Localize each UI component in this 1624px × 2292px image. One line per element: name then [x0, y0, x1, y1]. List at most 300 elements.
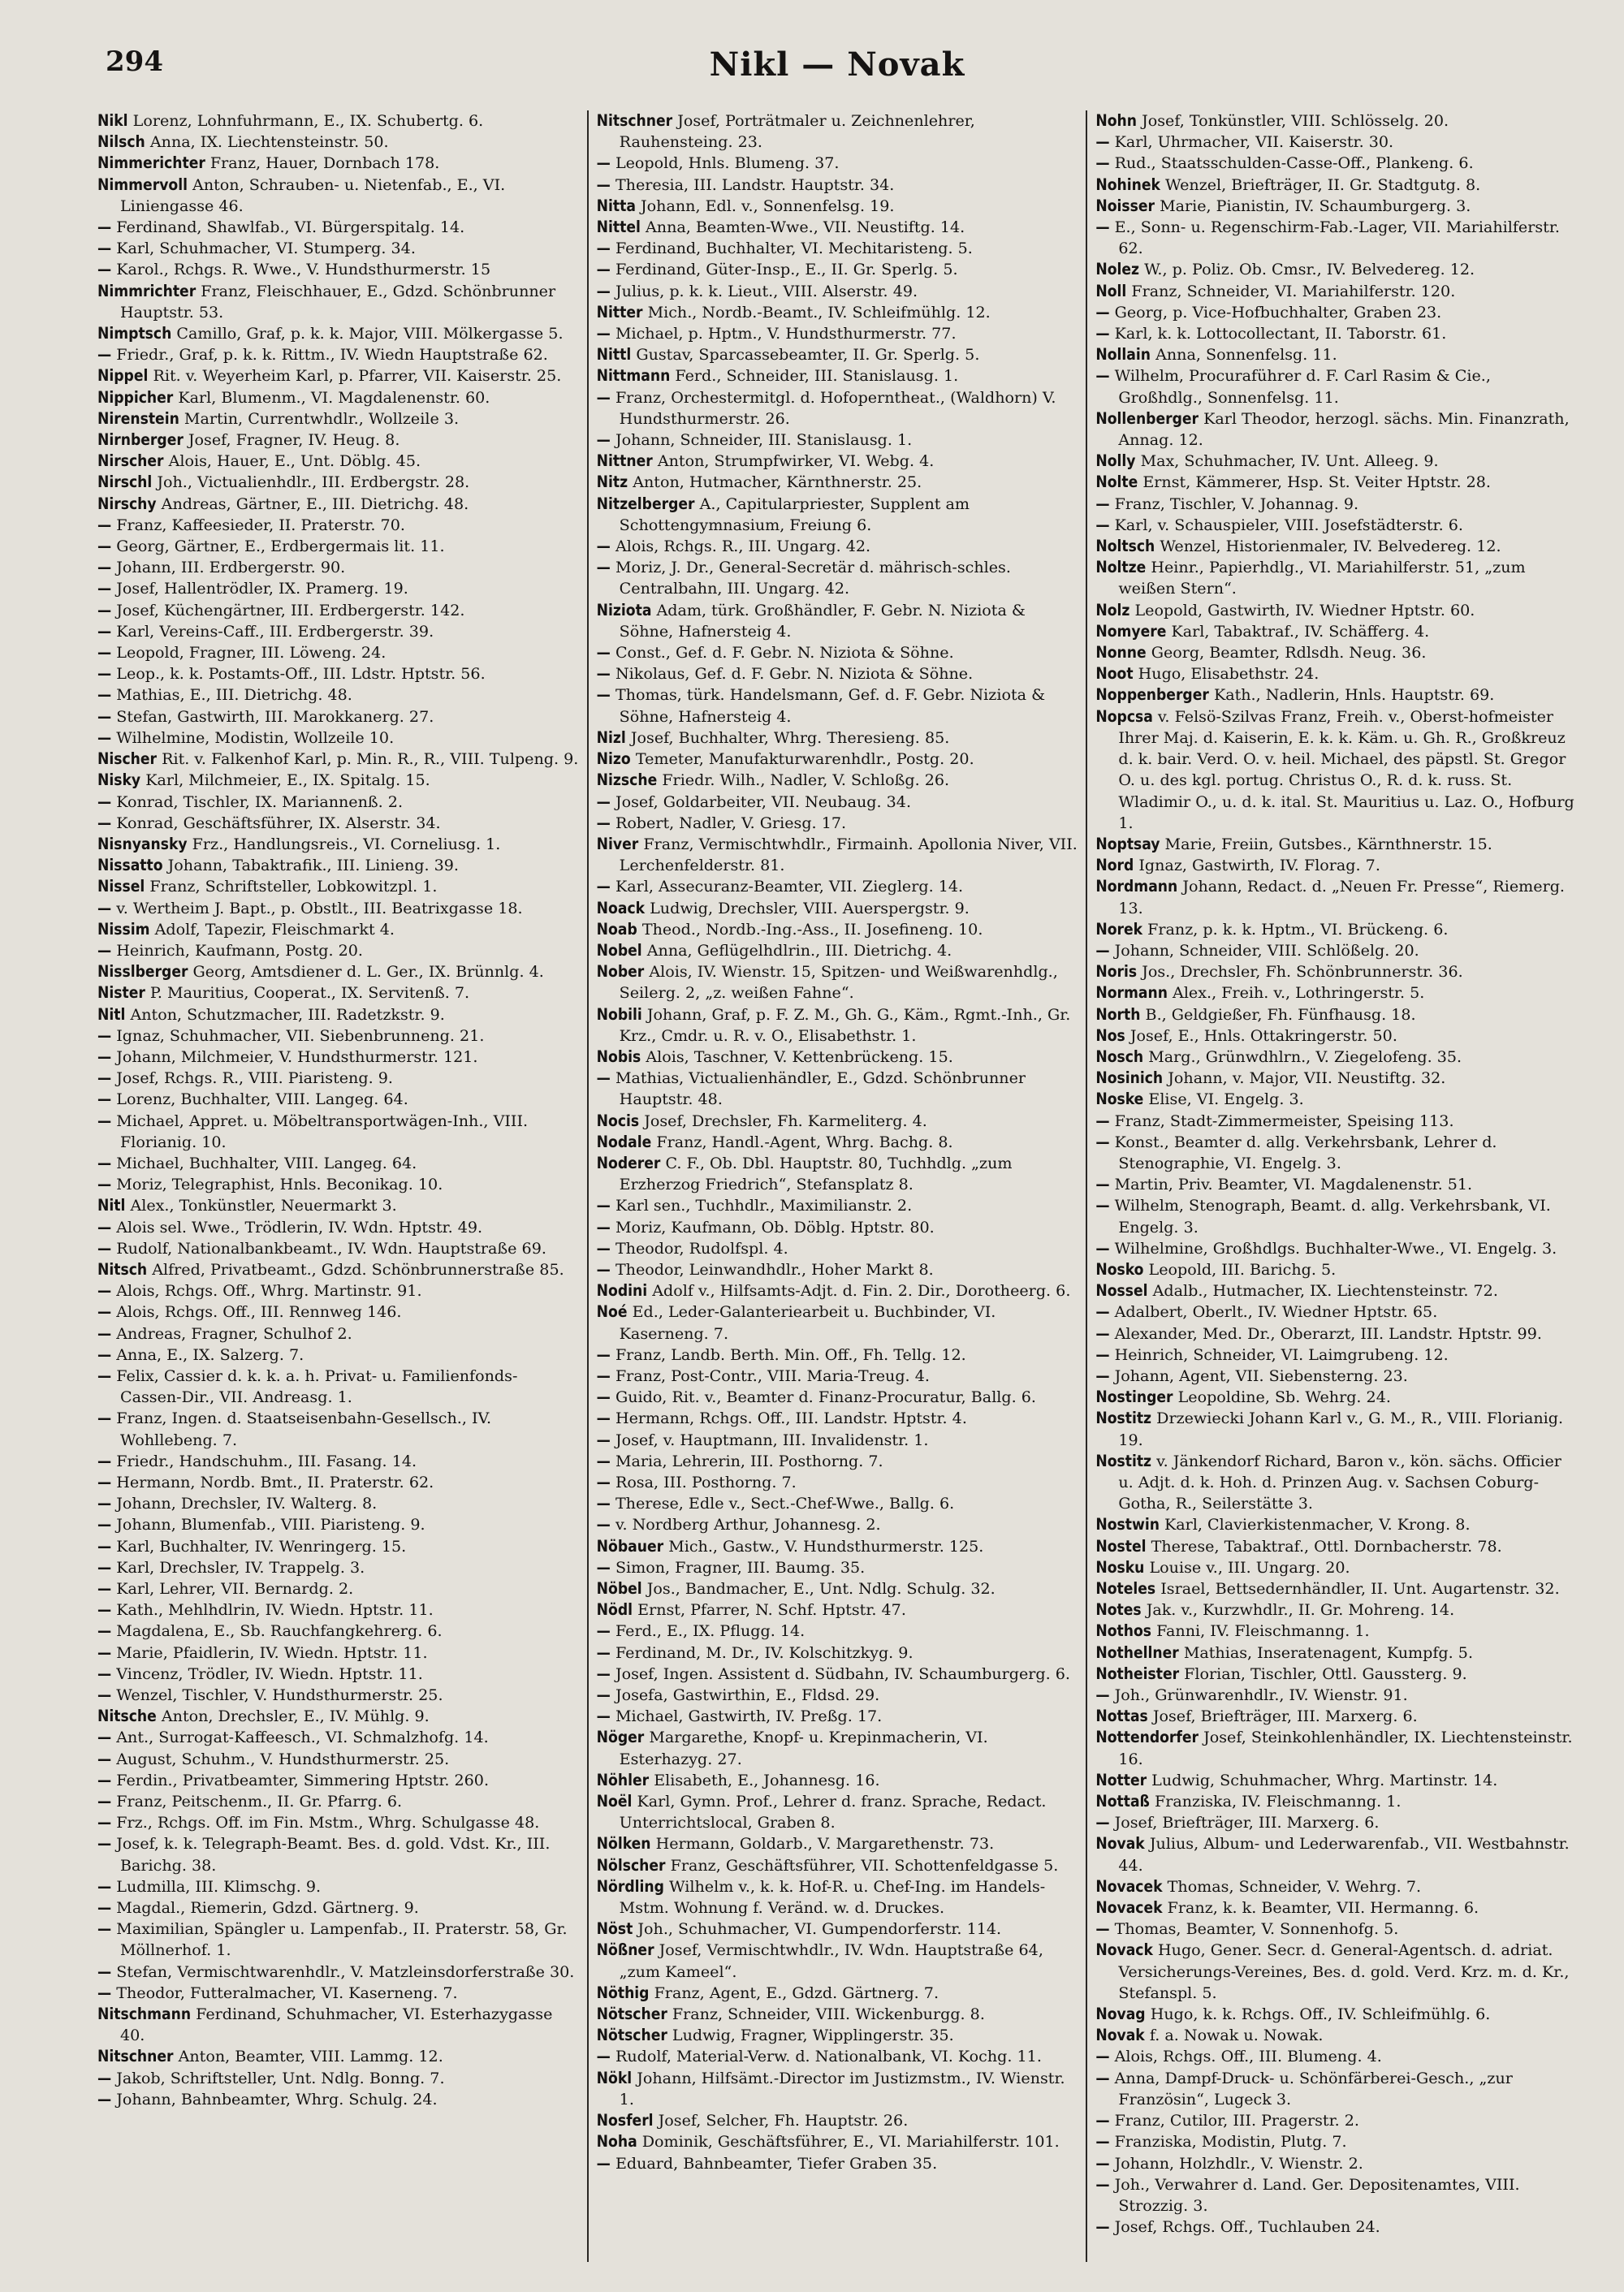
entry-details: Leopoldine, Sb. Wehrg. 24.	[1177, 1388, 1391, 1407]
entry-details: Josef, Rchgs. R., VIII. Piaristeng. 9.	[116, 1068, 393, 1088]
directory-entry	[1095, 1642, 1577, 1664]
directory-entry	[97, 1451, 579, 1472]
directory-entry	[97, 1323, 579, 1345]
directory-entry	[97, 1919, 579, 1961]
entry-surname: Nosko	[1095, 1259, 1144, 1279]
entry-details: Ferd., E., IX. Pflugg. 14.	[615, 1621, 806, 1641]
entry-surname: —	[1095, 1686, 1110, 1705]
entry-details: Leopold, Gastwirth, IV. Wiedner Hptstr. 60.	[1134, 600, 1475, 619]
entry-surname: Nodale	[596, 1132, 652, 1151]
directory-entry	[97, 1345, 579, 1366]
directory-entry	[97, 706, 579, 727]
entry-details: Stefan, Gastwirth, III. Marokkanerg. 27.	[116, 706, 434, 726]
entry-details: Karl, Tabaktraf., IV. Schäfferg. 4.	[1171, 621, 1430, 641]
entry-surname: Noptsay	[1095, 834, 1160, 853]
entry-details: Johann, Holzhdlr., V. Wienstr. 2.	[1114, 2153, 1363, 2173]
directory-entry	[97, 238, 579, 259]
entry-details: Wenzel, Tischler, V. Hundsthurmerstr. 25.	[116, 1686, 443, 1705]
entry-details: Magdalena, E., Sb. Rauchfangkehrerg. 6.	[116, 1621, 443, 1641]
directory-entry	[1095, 1791, 1577, 1812]
entry-details: Fanni, IV. Fleischmanng. 1.	[1156, 1621, 1370, 1641]
directory-entry	[97, 451, 579, 472]
entry-details: Johann, Tabaktrafik., III. Linieng. 39.	[167, 856, 459, 875]
entry-details: Hugo, k. k. Rchgs. Off., IV. Schleifmühlg. 6.	[1150, 2005, 1491, 2024]
directory-entry	[97, 344, 579, 365]
directory-entry	[597, 1642, 1078, 1664]
entry-details: W., p. Poliz. Ob. Cmsr., IV. Belvedereg. 12.	[1144, 260, 1475, 279]
entry-details: Jak. v., Kurzwhdlr., II. Gr. Mohreng. 14.	[1146, 1600, 1455, 1620]
directory-entry	[1095, 2174, 1577, 2216]
directory-entry	[597, 770, 1078, 791]
directory-entry	[597, 1791, 1078, 1833]
entry-surname: —	[97, 1025, 112, 1045]
entry-details: Stefan, Vermischtwarenhdlr., V. Matzleinsdorferstraße 30.	[116, 1962, 575, 1981]
directory-entry	[1095, 472, 1577, 493]
directory-entry	[597, 1111, 1078, 1132]
directory-entry	[1095, 1195, 1577, 1237]
entry-details: Konst., Beamter d. allg. Verkehrsbank, Lehrer d. Stenographie, VI. Engelg. 3.	[1114, 1132, 1497, 1172]
directory-entry	[1095, 1919, 1577, 1940]
entry-surname: —	[97, 621, 112, 641]
entry-surname: —	[1095, 1196, 1110, 1215]
directory-entry	[597, 919, 1078, 940]
entry-details: Karl sen., Tuchhdlr., Maximilianstr. 2.	[615, 1196, 913, 1215]
directory-entry	[97, 429, 579, 451]
entry-details: v. Felsö-Szilvas Franz, Freih. v., Oberst-hofmeister Ihrer Maj. d. Kaiserin, E. k. k. Käm. u. Gh. R., Großkreuz d. k. bair. Verd. O. v. heil. Michael, des päpstl. St. Gregor O. u. des kgl. portug. Christus O., R. d. k. russ. St. Wladimir O., u. d. k. ital. St. Mauritius u. Laz. O., Hofburg 1.	[1118, 706, 1574, 832]
entry-surname: —	[97, 1515, 112, 1534]
directory-entry	[597, 600, 1078, 642]
entry-surname: Nimmrichter	[97, 281, 197, 300]
entry-surname: —	[97, 1473, 112, 1491]
directory-entry	[1095, 961, 1577, 982]
directory-entry	[597, 1983, 1078, 2004]
entry-details: Ernst, Pfarrer, N. Schf. Hptstr. 47.	[637, 1600, 906, 1620]
directory-entry	[97, 813, 579, 834]
directory-entry	[97, 1621, 579, 1642]
entry-details: Johann, Agent, VII. Siebensterng. 23.	[1114, 1366, 1408, 1385]
directory-entry	[97, 1047, 579, 1068]
entry-details: Mathias, Victualienhändler, E., Gdzd. Schönbrunner Hauptstr. 48.	[615, 1068, 1026, 1109]
directory-entry	[597, 2046, 1078, 2067]
entry-surname: Nohinek	[1095, 175, 1160, 194]
entry-surname: Noris	[1095, 962, 1138, 982]
directory-entry	[597, 1217, 1078, 1238]
entry-details: Ludmilla, III. Klimschg. 9.	[116, 1876, 322, 1896]
entry-surname: Notes	[1095, 1600, 1142, 1620]
directory-entry	[1095, 876, 1577, 918]
entry-surname: Normann	[1095, 983, 1168, 1003]
directory-entry	[97, 281, 579, 323]
entry-details: Adalbert, Oberlt., IV. Wiedner Hptstr. 65.	[1114, 1302, 1438, 1322]
entry-surname: Nord	[1095, 856, 1134, 875]
entry-surname: —	[596, 1196, 611, 1215]
directory-entry	[1095, 323, 1577, 344]
entry-details: B., Geldgießer, Fh. Fünfhausg. 18.	[1145, 1004, 1416, 1024]
entry-details: Rud., Staatsschulden-Casse-Off., Plankeng. 6.	[1114, 153, 1474, 173]
column-right	[1086, 110, 1585, 2262]
entry-details: Julius, p. k. k. Lieut., VIII. Alserstr. 49.	[615, 281, 918, 300]
directory-entry	[97, 834, 579, 855]
directory-entry	[597, 1664, 1078, 1685]
directory-entry	[1095, 1280, 1577, 1301]
entry-details: Theod., Nordb.-Ing.-Ass., II. Josefineng. 10.	[641, 919, 983, 939]
entry-surname: —	[97, 1686, 112, 1705]
entry-surname: —	[596, 685, 611, 705]
entry-details: Karl, Uhrmacher, VII. Kaiserstr. 30.	[1114, 132, 1394, 152]
entry-surname: —	[97, 1536, 112, 1556]
entry-surname: Noab	[596, 919, 637, 939]
entry-details: Anton, Beamter, VIII. Lammg. 12.	[178, 2047, 443, 2066]
directory-entry	[597, 2131, 1078, 2152]
directory-entry	[97, 940, 579, 961]
directory-entry	[97, 472, 579, 493]
directory-entry	[1095, 706, 1577, 834]
entry-details: Rudolf, Nationalbankbeamt., IV. Wdn. Hauptstraße 69.	[116, 1238, 546, 1258]
entry-surname: North	[1095, 1004, 1141, 1024]
entry-details: Therese, Edle v., Sect.-Chef-Wwe., Ballg. 6.	[615, 1494, 955, 1513]
directory-entry	[597, 1940, 1078, 1982]
entry-details: Johann, v. Major, VII. Neustiftg. 32.	[1168, 1068, 1446, 1088]
columns	[89, 110, 1585, 2262]
entry-surname: Novak	[1095, 2026, 1145, 2045]
entry-details: Moriz, Kaufmann, Ob. Döblg. Hptstr. 80.	[615, 1217, 935, 1237]
directory-entry	[97, 770, 579, 791]
entry-details: Vincenz, Trödler, IV. Wiedn. Hptstr. 11.	[116, 1664, 423, 1683]
entry-details: Josef, Fragner, IV. Heug. 8.	[188, 430, 400, 450]
directory-entry	[1095, 982, 1577, 1004]
running-head	[89, 45, 1585, 94]
directory-entry	[597, 1536, 1078, 1557]
entry-details: Ferdinand, Buchhalter, VI. Mechitaristeng. 5.	[615, 239, 973, 258]
entry-details: Ludwig, Drechsler, VIII. Auerspergstr. 9.	[650, 898, 970, 917]
directory-entry	[597, 1833, 1078, 1854]
directory-entry	[1095, 1132, 1577, 1174]
entry-surname: —	[596, 1621, 611, 1641]
directory-entry	[97, 1983, 579, 2004]
entry-surname: —	[97, 1728, 112, 1747]
directory-entry	[97, 132, 579, 153]
entry-details: Franz, Post-Contr., VIII. Maria-Treug. 4.	[615, 1366, 930, 1385]
entry-surname: —	[97, 1749, 112, 1768]
directory-entry	[1095, 1812, 1577, 1833]
entry-surname: —	[97, 1770, 112, 1789]
entry-details: Franz, Schriftsteller, Lobkowitzpl. 1.	[149, 877, 438, 896]
entry-surname: Nocis	[596, 1111, 640, 1130]
directory-entry	[597, 961, 1078, 1004]
directory-entry	[97, 1833, 579, 1875]
directory-entry	[597, 792, 1078, 813]
directory-entry	[97, 1408, 579, 1450]
directory-entry	[97, 600, 579, 621]
entry-surname: Nötscher	[596, 2026, 667, 2045]
entry-details: Rudolf, Material-Verw. d. Nationalbank, VI. Kochg. 11.	[615, 2047, 1042, 2066]
entry-details: Franz, Agent, E., Gdzd. Gärtnerg. 7.	[654, 1983, 939, 2002]
directory-entry	[97, 1812, 579, 1833]
entry-surname: Niver	[596, 834, 639, 853]
entry-details: Anna, Beamten-Wwe., VII. Neustiftg. 14.	[645, 218, 965, 237]
entry-surname: Nollenberger	[1095, 408, 1199, 428]
entry-surname: Nonne	[1095, 643, 1147, 663]
entry-surname: —	[1095, 1175, 1110, 1194]
entry-details: Franz, Schneider, VI. Mariahilferstr. 120.	[1131, 281, 1456, 300]
directory-entry	[597, 281, 1078, 302]
entry-surname: —	[596, 664, 611, 684]
entry-details: Leop., k. k. Postamts-Off., III. Ldstr. Hptstr. 56.	[116, 664, 486, 684]
directory-entry	[1095, 855, 1577, 876]
entry-details: Georg, Amtsdiener d. L. Ger., IX. Brünnlg. 4.	[192, 962, 544, 982]
directory-entry	[597, 1153, 1078, 1195]
entry-surname: —	[1095, 2047, 1110, 2066]
entry-surname: Nomyere	[1095, 621, 1167, 641]
entry-details: Drzewiecki Johann Karl v., G. M., R., VIII. Florianig. 19.	[1118, 1409, 1564, 1449]
directory-entry	[1095, 1578, 1577, 1599]
entry-surname: Nothos	[1095, 1621, 1151, 1641]
entry-surname: —	[1095, 515, 1110, 534]
directory-entry	[1095, 2068, 1577, 2110]
entry-surname: —	[97, 1834, 112, 1854]
entry-details: Georg, p. Vice-Hofbuchhalter, Graben 23.	[1114, 302, 1442, 322]
entry-surname: Nolly	[1095, 451, 1136, 471]
directory-entry	[1095, 344, 1577, 365]
entry-details: Anna, IX. Liechtensteinstr. 50.	[149, 132, 389, 152]
directory-entry	[97, 876, 579, 897]
directory-entry	[597, 1472, 1078, 1493]
entry-details: Alois sel. Wwe., Trödlerin, IV. Wdn. Hptstr. 49.	[116, 1217, 483, 1237]
entry-surname: Noske	[1095, 1090, 1144, 1109]
entry-surname: —	[97, 1047, 112, 1066]
entry-surname: Nottas	[1095, 1707, 1148, 1726]
entry-details: Ferdinand, Shawlfab., VI. Bürgerspitalg. 14.	[116, 218, 465, 237]
directory-entry	[597, 1876, 1078, 1919]
entry-details: Karl, Vereins-Caff., III. Erdbergerstr. 39.	[116, 621, 434, 641]
entry-surname: Nördling	[596, 1876, 664, 1896]
directory-entry	[597, 898, 1078, 919]
directory-entry	[1095, 1621, 1577, 1642]
entry-details: Karl, Buchhalter, IV. Wenringerg. 15.	[116, 1536, 407, 1556]
entry-surname: —	[97, 1238, 112, 1258]
entry-surname: —	[1095, 218, 1110, 237]
entry-surname: —	[596, 387, 611, 407]
entry-surname: Noltze	[1095, 558, 1147, 577]
directory-entry	[1095, 451, 1577, 472]
directory-entry	[597, 2110, 1078, 2131]
entry-surname: Novack	[1095, 1940, 1153, 1960]
directory-entry	[597, 536, 1078, 557]
entry-details: Karl Theodor, herzogl. sächs. Min. Finanzrath, Annag. 12.	[1118, 408, 1570, 450]
entry-surname: Nisnyansky	[97, 834, 188, 853]
entry-details: Friedr. Wilh., Nadler, V. Schloßg. 26.	[662, 770, 950, 790]
entry-surname: Nimptsch	[97, 324, 172, 343]
entry-surname: —	[97, 1111, 112, 1130]
entry-surname: —	[97, 1962, 112, 1981]
directory-entry	[1095, 684, 1577, 706]
entry-details: Adolf, Tapezir, Fleischmarkt 4.	[154, 919, 395, 939]
entry-surname: —	[596, 1259, 611, 1279]
entry-details: Elisabeth, E., Johannesg. 16.	[654, 1770, 880, 1789]
entry-surname: —	[596, 1068, 611, 1088]
entry-surname: —	[97, 537, 112, 556]
directory-entry	[97, 898, 579, 919]
entry-details: Alois, IV. Wienstr. 15, Spitzen- und Weißwarenhdlg., Seilerg. 2, „z. weißen Fahne“.	[619, 962, 1058, 1003]
directory-entry	[597, 940, 1078, 961]
directory-entry	[97, 365, 579, 386]
directory-entry	[597, 1408, 1078, 1429]
entry-details: Theodor, Rudolfspl. 4.	[615, 1238, 788, 1258]
entry-details: Alois, Taschner, V. Kettenbrückeng. 15.	[646, 1047, 953, 1066]
directory-entry	[97, 1195, 579, 1216]
directory-entry	[1095, 919, 1577, 940]
entry-details: Simon, Fragner, III. Baumg. 35.	[615, 1557, 866, 1577]
entry-details: Josef, Drechsler, Fh. Karmeliterg. 4.	[644, 1111, 927, 1130]
directory-entry	[97, 1642, 579, 1664]
entry-surname: —	[1095, 366, 1110, 386]
entry-surname: Nostwin	[1095, 1515, 1160, 1534]
entry-details: Josef, v. Hauptmann, III. Invalidenstr. 1.	[615, 1430, 929, 1449]
entry-surname: Nöst	[596, 1919, 633, 1939]
directory-entry	[97, 323, 579, 344]
entry-details: v. Jänkendorf Richard, Baron v., kön. sächs. Officier u. Adjt. d. k. Hoh. d. Prinzen Aug. v. Sachsen Coburg-Gotha, R., Seilerstätte 3.	[1118, 1451, 1561, 1513]
directory-entry	[97, 110, 579, 132]
entry-details: Joh., Grünwarenhdlr., IV. Wienstr. 91.	[1114, 1686, 1408, 1705]
directory-entry	[597, 1387, 1078, 1408]
entry-details: Franz, Hauer, Dornbach 178.	[209, 153, 440, 173]
directory-entry	[1095, 536, 1577, 557]
entry-details: Alexander, Med. Dr., Oberarzt, III. Landstr. Hptstr. 99.	[1114, 1323, 1542, 1343]
entry-surname: Nimmerichter	[97, 153, 205, 173]
directory-entry	[597, 110, 1078, 153]
entry-surname: Nollain	[1095, 345, 1151, 365]
entry-details: Eduard, Bahnbeamter, Tiefer Graben 35.	[615, 2153, 938, 2173]
entry-surname: —	[596, 239, 611, 258]
entry-surname: Nischer	[97, 749, 158, 769]
entry-details: A., Capitularpriester, Supplent am Schottengymnasium, Freiung 6.	[619, 494, 970, 534]
directory-entry	[97, 1536, 579, 1557]
directory-entry	[97, 1111, 579, 1153]
entry-details: Dominik, Geschäftsführer, E., VI. Mariahilferstr. 101.	[641, 2132, 1060, 2152]
entry-surname: —	[596, 1366, 611, 1385]
entry-surname: Nittl	[596, 345, 632, 365]
entry-details: Joh., Victualienhdlr., III. Erdbergstr. 28.	[157, 473, 470, 492]
entry-surname: —	[97, 1876, 112, 1896]
entry-details: Johann, Schneider, III. Stanislausg. 1.	[615, 430, 913, 450]
entry-surname: —	[1095, 2111, 1110, 2130]
entry-surname: —	[596, 324, 611, 343]
entry-details: Josef, Rchgs. Off., Tuchlauben 24.	[1114, 2217, 1380, 2237]
entry-details: Franz, Ingen. d. Staatseisenbahn-Gesellsch., IV. Wohllebeng. 7.	[116, 1409, 492, 1449]
page-title: Nikl — Novak	[709, 45, 965, 84]
directory-entry	[597, 365, 1078, 386]
entry-surname: —	[97, 1217, 112, 1237]
entry-surname: Nitzelberger	[596, 494, 695, 513]
entry-details: Karl, Milchmeier, E., IX. Spitalg. 15.	[145, 770, 430, 790]
entry-details: Wilhelmine, Großhdlgs. Buchhalter-Wwe., VI. Engelg. 3.	[1114, 1238, 1557, 1258]
entry-surname: Nitschmann	[97, 2005, 192, 2024]
directory-entry	[97, 1791, 579, 1812]
entry-details: Friedr., Handschuhm., III. Fasang. 14.	[116, 1451, 417, 1470]
directory-entry	[97, 1068, 579, 1089]
directory-entry	[597, 642, 1078, 663]
directory-entry	[1095, 515, 1577, 536]
directory-entry	[597, 1919, 1078, 1940]
directory-entry	[97, 259, 579, 280]
entry-surname: —	[596, 175, 611, 194]
entry-surname: Nökl	[596, 2068, 633, 2087]
directory-entry	[97, 855, 579, 876]
entry-details: Adam, türk. Großhändler, F. Gebr. N. Niziota & Söhne, Hafnersteig 4.	[619, 600, 1026, 641]
directory-entry	[97, 684, 579, 706]
entry-details: Max, Schuhmacher, IV. Unt. Alleeg. 9.	[1140, 451, 1439, 471]
entry-surname: Nobel	[596, 940, 642, 960]
entry-details: Lorenz, Lohnfuhrmann, E., IX. Schubertg. 6.	[132, 111, 484, 130]
directory-entry	[97, 919, 579, 940]
entry-details: Ignaz, Gastwirth, IV. Florag. 7.	[1138, 856, 1380, 875]
entry-surname: Nitsche	[97, 1707, 157, 1726]
entry-surname: —	[596, 537, 611, 556]
entry-details: Anton, Schutzmacher, III. Radetzkstr. 9.	[130, 1004, 445, 1024]
entry-surname: Nostel	[1095, 1536, 1147, 1556]
entry-surname: —	[596, 1664, 611, 1683]
entry-details: Ed., Leder-Galanteriearbeit u. Buchbinder, VI. Kaserneng. 7.	[619, 1302, 996, 1343]
entry-details: Anna, Dampf-Druck- u. Schönfärberei-Gesch., „zur Französin“, Lugeck 3.	[1114, 2068, 1513, 2109]
entry-surname: Nizl	[596, 727, 626, 747]
entry-surname: Novacek	[1095, 1876, 1163, 1896]
entry-details: Kath., Nadlerin, Hnls. Hauptstr. 69.	[1213, 685, 1495, 705]
entry-surname: —	[97, 1153, 112, 1172]
entry-surname: Nirnberger	[97, 430, 184, 450]
entry-surname: Nitz	[596, 473, 628, 492]
entry-details: Ignaz, Schuhmacher, VII. Siebenbrunneng. 21.	[116, 1025, 485, 1045]
entry-surname: Nolte	[1095, 473, 1138, 492]
entry-details: Marie, Freiin, Gutsbes., Kärnthnerstr. 15.	[1164, 834, 1492, 853]
entry-surname: —	[596, 1686, 611, 1705]
entry-surname: Nimmervoll	[97, 175, 188, 194]
entry-surname: —	[97, 579, 112, 598]
directory-entry	[597, 557, 1078, 599]
entry-details: Wilhelmine, Modistin, Wollzeile 10.	[116, 727, 395, 747]
directory-entry	[597, 1493, 1078, 1514]
entry-surname: —	[596, 643, 611, 663]
directory-entry	[97, 1493, 579, 1514]
entry-details: Ferdinand, Schuhmacher, VI. Esterhazygasse 40.	[120, 2005, 553, 2045]
entry-surname: —	[97, 813, 112, 832]
entry-details: Josef, Goldarbeiter, VII. Neubaug. 34.	[615, 792, 912, 811]
directory-entry	[1095, 2046, 1577, 2067]
entry-details: Theodor, Futteralmacher, VI. Kaserneng. 7.	[116, 1983, 458, 2002]
entry-details: Johann, Schneider, VIII. Schlößelg. 20.	[1114, 940, 1419, 960]
entry-details: Franz, k. k. Beamter, VII. Hermanng. 6.	[1167, 1898, 1479, 1918]
directory-entry	[97, 2089, 579, 2110]
entry-details: Josef, Hallentrödler, IX. Pramerg. 19.	[116, 579, 408, 598]
entry-surname: —	[97, 1813, 112, 1832]
directory-entry	[597, 1855, 1078, 1876]
directory-entry	[597, 813, 1078, 834]
directory-entry	[97, 1876, 579, 1897]
column-middle	[587, 110, 1086, 2262]
entry-details: Johann, Blumenfab., VIII. Piaristeng. 9.	[116, 1515, 425, 1534]
entry-details: Wilhelm, Procuraführer d. F. Carl Rasim & Cie., Großhdlg., Sonnenfelsg. 11.	[1114, 366, 1491, 407]
entry-surname: Norek	[1095, 919, 1143, 939]
directory-entry	[597, 663, 1078, 684]
directory-entry	[97, 175, 579, 217]
entry-surname: —	[97, 898, 112, 917]
directory-entry	[97, 982, 579, 1004]
entry-details: Theresia, III. Landstr. Hauptstr. 34.	[615, 175, 895, 194]
entry-details: Karol., Rchgs. R. Wwe., V. Hundsthurmerstr. 15	[116, 260, 491, 279]
directory-entry	[1095, 365, 1577, 408]
directory-entry	[97, 1749, 579, 1770]
entry-details: Anna, Geflügelhdlrin., III. Dietrichg. 4.	[646, 940, 952, 960]
directory-entry	[1095, 1599, 1577, 1621]
